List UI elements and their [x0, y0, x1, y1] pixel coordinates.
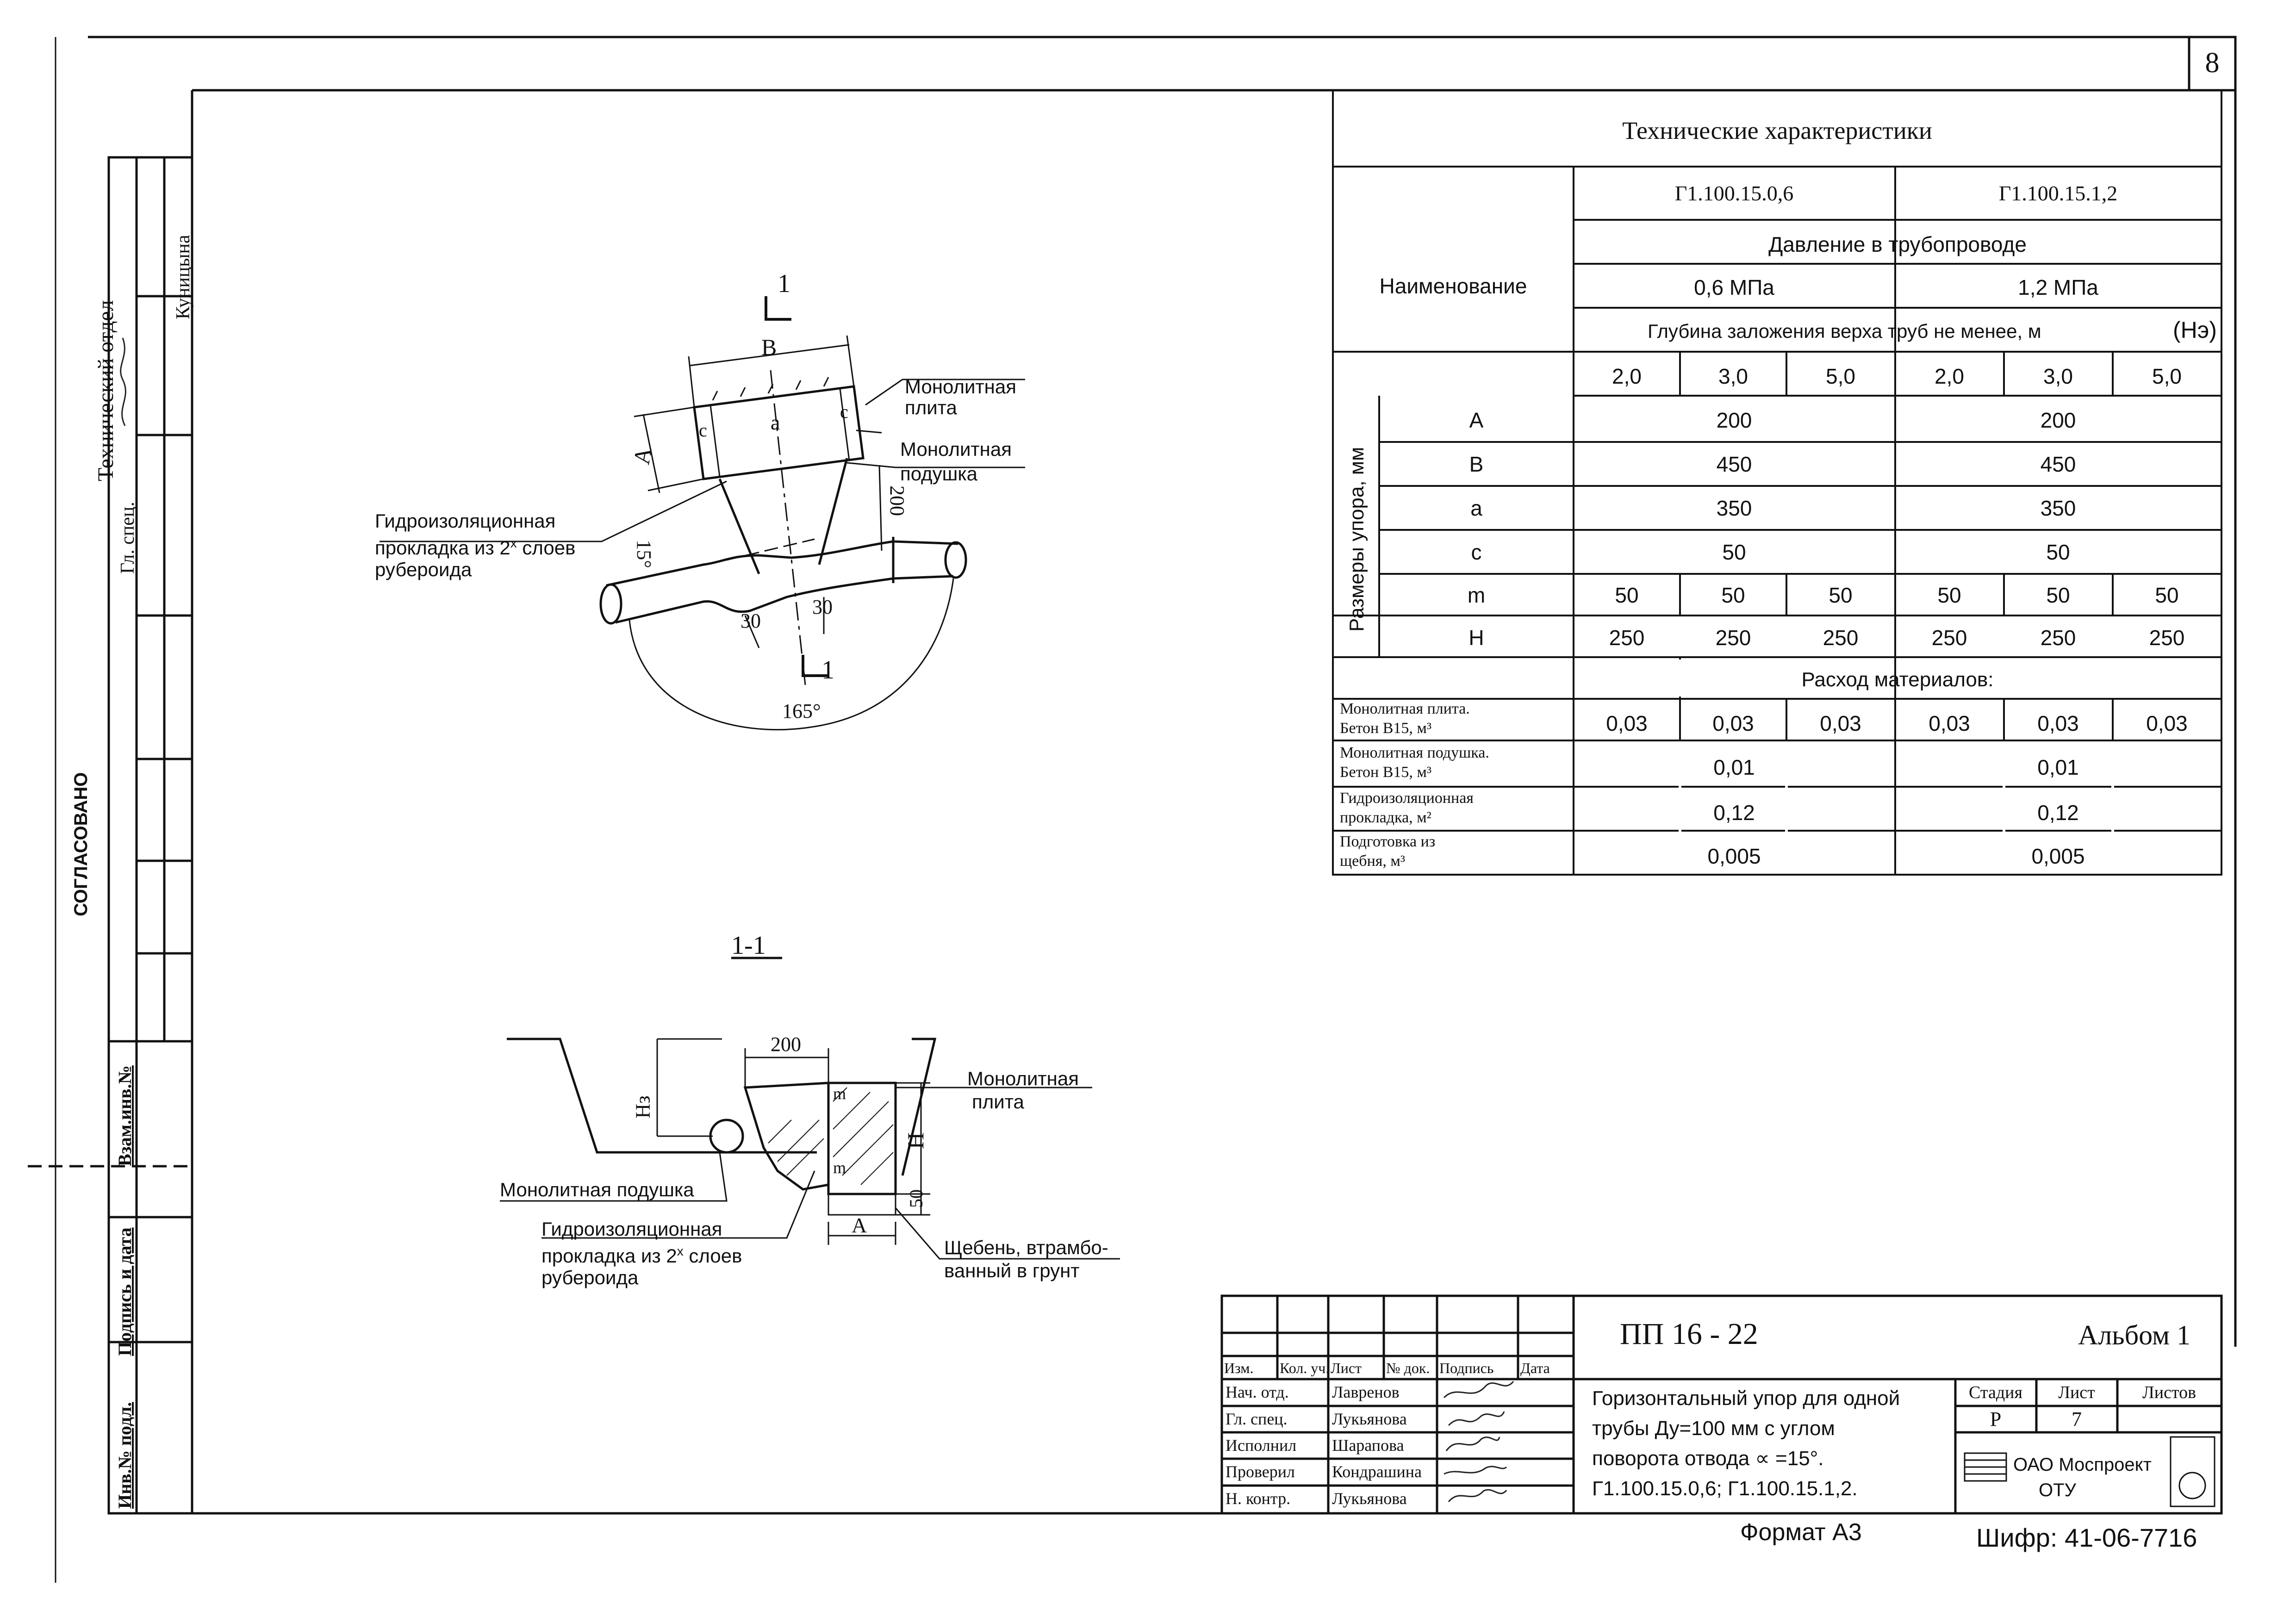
spec-material-cell: 0,03 [1820, 711, 1861, 735]
plan-dim-30-left: 30 [740, 609, 761, 632]
spec-material-right: 0,01 [2037, 755, 2079, 779]
spec-material-left: 0,005 [1707, 844, 1761, 868]
spec-row-label: В [1469, 452, 1484, 476]
spec-title: Технические характеристики [1622, 117, 1932, 144]
spec-row-m-label: m [1467, 583, 1486, 607]
spec-row-left: 350 [1716, 496, 1752, 520]
plan-label-gasket-2: прокладка из $2^х$ слоев [375, 536, 576, 559]
description-line-1: Горизонтальный упор для одной [1592, 1387, 1900, 1410]
section-label-gasket-1: Гидроизоляционная [541, 1218, 722, 1240]
title-block-role: Проверил [1226, 1462, 1295, 1481]
spec-row-right: 50 [2046, 540, 2070, 564]
plan-dim-200: 200 [886, 485, 908, 516]
stage-header: Стадия [1969, 1383, 2022, 1402]
plan-label-plate-2: плита [905, 397, 957, 418]
spec-row-left: 50 [1722, 540, 1746, 564]
stamp-gl-spec: Гл. спец. [117, 502, 138, 574]
section-dim-m-top: m [833, 1084, 846, 1103]
plan-dim-30-right: 30 [812, 596, 833, 618]
spec-materials-header: Расход материалов: [1801, 668, 1994, 691]
section-dim-Hz: Нз [631, 1095, 654, 1119]
spec-row-m-cell: 50 [1721, 583, 1745, 607]
spec-material-label: Подготовка из [1340, 833, 1436, 850]
spec-row-right: 450 [2040, 452, 2076, 476]
section-label-plate-1: Монолитная [967, 1068, 1079, 1089]
plan-label-gasket-3: рубероида [375, 559, 472, 580]
sheet-number: 8 [2205, 47, 2220, 79]
spec-row-H-cell: 250 [2149, 626, 2185, 650]
plan-angle-165: 165° [782, 700, 821, 722]
section-dim-H: Н [902, 1132, 929, 1150]
spec-row-m-cell: 50 [2046, 583, 2070, 607]
spec-material-right: 0,005 [2031, 844, 2085, 868]
title-block-header-cell: № док. [1386, 1360, 1430, 1376]
sheet-header: Лист [2058, 1383, 2095, 1402]
spec-row-right: 350 [2040, 496, 2076, 520]
stamp-kunitsyna: Куницына [173, 235, 194, 319]
spec-material-right: 0,12 [2037, 801, 2079, 825]
spec-material-label: прокладка, м² [1340, 809, 1431, 826]
title-block-header-cell: Кол. уч. [1280, 1360, 1330, 1376]
spec-material-cell: 0,03 [2146, 711, 2188, 735]
spec-row-m-cell: 50 [2155, 583, 2179, 607]
description-line-3: поворота отвода ∝ =15°. [1592, 1447, 1824, 1470]
section-dim-200: 200 [771, 1033, 801, 1056]
spec-material-cell: 0,03 [1929, 711, 1970, 735]
plan-label-pillow-2: подушка [900, 463, 978, 485]
stamp-soglasovano: СОГЛАСОВАНО [71, 772, 91, 916]
section-dim-50: 50 [906, 1189, 927, 1208]
spec-row-left: 450 [1716, 452, 1752, 476]
spec-size-group-label: Размеры упора, мм [1345, 447, 1368, 632]
spec-material-label: Бетон В15, м³ [1340, 764, 1432, 781]
stamp-podpis-data: Подпись и дата [114, 1227, 135, 1356]
spec-col-group-1: Г1.100.15.0,6 [1674, 181, 1794, 205]
stamp-vzam-inv: Взам.инв.№ [114, 1065, 135, 1166]
title-block-header-cell: Лист [1331, 1360, 1362, 1376]
spec-material-cell: 0,03 [2037, 711, 2079, 735]
title-block-header-cell: Подпись [1439, 1360, 1494, 1376]
spec-row-H-cell: 250 [2040, 626, 2076, 650]
section-label-pillow: Монолитная подушка [500, 1179, 694, 1200]
spec-material-label: Монолитная плита. [1340, 700, 1470, 717]
spec-material-label: Бетон В15, м³ [1340, 720, 1432, 737]
spec-depth-cell: 3,0 [2043, 364, 2073, 388]
title-block-role: Н. контр. [1226, 1489, 1291, 1508]
stamp-tech-dept: Технический отдел [93, 300, 118, 481]
album-label: Альбом 1 [2078, 1320, 2190, 1350]
section-label-gasket-3: рубероида [541, 1267, 639, 1288]
plan-angle-15: 15° [632, 540, 655, 568]
section-dim-m-bottom: m [833, 1158, 846, 1177]
spec-name-header: Наименование [1379, 274, 1527, 298]
org-name-1: ОАО Моспроект [2013, 1455, 2152, 1475]
section-label-gasket-2: прокладка из $2^х$ слоев [541, 1244, 742, 1267]
spec-row-H-cell: 250 [1609, 626, 1645, 650]
plan-section-mark-bottom: 1 [821, 656, 834, 684]
spec-row-H-cell: 250 [1931, 626, 1967, 650]
stamp-inv-podl: Инв.№ подл. [114, 1402, 135, 1509]
plan-dim-B: B [761, 334, 777, 360]
title-block-person: Шарапова [1332, 1436, 1404, 1455]
spec-row-label: с [1471, 540, 1482, 564]
spec-material-label: Монолитная подушка. [1340, 744, 1489, 761]
spec-depth-header: Глубина заложения верха труб не менее, м [1648, 320, 2041, 342]
spec-pressure-1: 0,6 МПа [1694, 275, 1774, 299]
spec-row-H-cell: 250 [1823, 626, 1859, 650]
title-block-person: Лукьянова [1332, 1489, 1407, 1508]
format-label: Формат А3 [1740, 1519, 1862, 1546]
spec-material-cell: 0,03 [1606, 711, 1648, 735]
plan-dim-c-right: c [840, 401, 848, 422]
section-label-plate-2: плита [972, 1091, 1024, 1113]
title-block-role: Гл. спец. [1226, 1410, 1288, 1428]
description-line-4: Г1.100.15.0,6; Г1.100.15.1,2. [1592, 1477, 1858, 1500]
title-block-role: Исполнил [1226, 1436, 1297, 1455]
section-dim-A: А [852, 1213, 867, 1237]
spec-material-cell: 0,03 [1712, 711, 1754, 735]
plan-label-plate-1: Монолитная [905, 376, 1016, 398]
plan-dim-a: a [771, 410, 780, 434]
spec-depth-cell: 2,0 [1612, 364, 1642, 388]
spec-row-m-cell: 50 [1615, 583, 1639, 607]
spec-row-left: 200 [1716, 408, 1752, 432]
spec-row-right: 200 [2040, 408, 2076, 432]
spec-material-left: 0,01 [1713, 755, 1755, 779]
spec-row-label: А [1469, 408, 1484, 432]
spec-depth-cell: 3,0 [1718, 364, 1748, 388]
spec-row-m-cell: 50 [1829, 583, 1853, 607]
title-block-person: Лукьянова [1332, 1410, 1407, 1428]
spec-depth-symbol: (Нэ) [2173, 317, 2217, 343]
spec-row-H-cell: 250 [1715, 626, 1751, 650]
sheets-header: Листов [2142, 1383, 2196, 1402]
spec-row-m-cell: 50 [1937, 583, 1961, 607]
section-label-gravel-1: Щебень, втрамбо- [944, 1237, 1108, 1258]
spec-col-group-2: Г1.100.15.1,2 [1998, 181, 2118, 205]
description-line-2: трубы Ду=100 мм с углом [1592, 1417, 1835, 1440]
cipher-label: Шифр: 41-06-7716 [1976, 1523, 2197, 1552]
spec-depth-cell: 2,0 [1935, 364, 1964, 388]
spec-material-label: щебня, м³ [1340, 852, 1406, 870]
plan-label-pillow-1: Монолитная [900, 438, 1012, 460]
title-block-person: Лавренов [1332, 1383, 1400, 1401]
spec-row-H-label: Н [1468, 626, 1484, 650]
stage-value: Р [1990, 1408, 2002, 1430]
title-block-person: Кондрашина [1332, 1462, 1422, 1481]
org-name-2: ОТУ [2039, 1480, 2076, 1500]
spec-depth-cell: 5,0 [2152, 364, 2182, 388]
plan-dim-A: A [628, 445, 657, 466]
spec-material-left: 0,12 [1713, 801, 1755, 825]
sheet-value: 7 [2072, 1408, 2082, 1430]
doc-code: ПП 16 - 22 [1620, 1317, 1758, 1351]
title-block-header-cell: Дата [1520, 1360, 1550, 1376]
plan-dim-c-left: c [699, 420, 707, 441]
spec-row-label: а [1470, 496, 1482, 520]
spec-depth-cell: 5,0 [1826, 364, 1855, 388]
section-label-gravel-2: ванный в грунт [944, 1260, 1080, 1281]
section-title: 1-1 [731, 931, 766, 960]
spec-material-label: Гидроизоляционная [1340, 790, 1474, 807]
plan-label-gasket-1: Гидроизоляционная [375, 510, 556, 532]
plan-section-mark-top: 1 [778, 269, 790, 298]
title-block-header-cell: Изм. [1224, 1360, 1254, 1376]
spec-pressure-header: Давление в трубопроводе [1768, 232, 2027, 256]
spec-pressure-2: 1,2 МПа [2018, 275, 2098, 299]
title-block-role: Нач. отд. [1226, 1383, 1289, 1401]
